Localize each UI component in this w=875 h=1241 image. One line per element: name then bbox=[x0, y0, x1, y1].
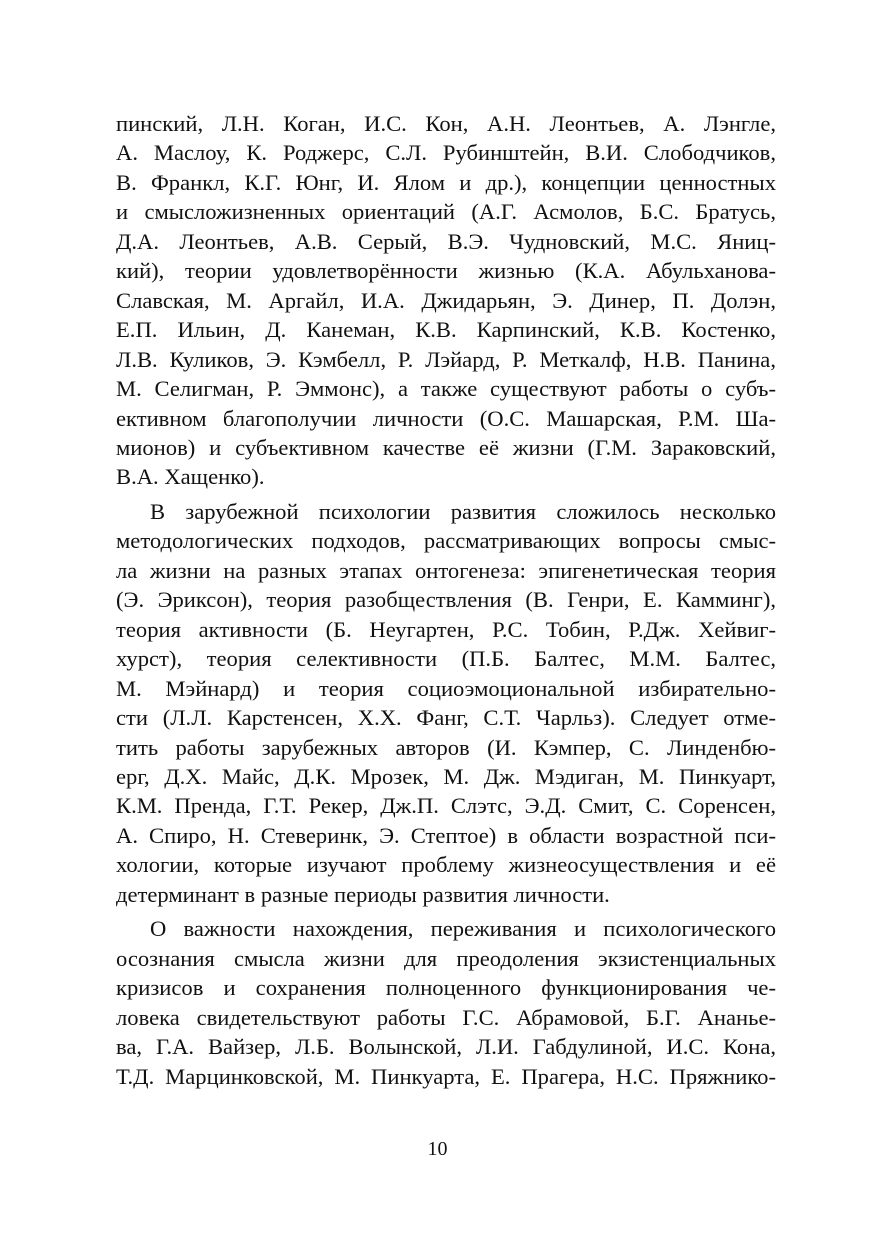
text-line: В. Франкл, К.Г. Юнг, И. Ялом и др.), концепции ценностных bbox=[116, 169, 776, 195]
text-line: ективном благополучии личности (О.С. Машарская, Р.М. Ша- bbox=[116, 405, 776, 431]
text-line: Е.П. Ильин, Д. Канеман, К.В. Карпинский, К.В. Костенко, bbox=[116, 317, 776, 343]
text-line: хологии, которые изучают проблему жизнеосуществления и её bbox=[116, 852, 776, 878]
text-line: ва, Г.А. Вайзер, Л.Б. Волынской, Л.И. Габдулиной, И.С. Кона, bbox=[116, 1034, 776, 1060]
text-line: М. Селигман, Р. Эммонс), а также существуют работы о субъ- bbox=[116, 376, 776, 402]
text-line: кризисов и сохранения полноценного функционирования че- bbox=[116, 975, 776, 1001]
text-line: ловека свидетельствуют работы Г.С. Абрамовой, Б.Г. Ананье- bbox=[116, 1004, 776, 1030]
text-line: сти (Л.Л. Карстенсен, Х.Х. Фанг, С.Т. Чарльз). Следует отме- bbox=[116, 705, 776, 731]
text-line: хурст), теория селективности (П.Б. Балтес, М.М. Балтес, bbox=[116, 646, 776, 672]
text-line: методологических подходов, рассматривающих вопросы смыс- bbox=[116, 528, 776, 554]
text-line: О важности нахождения, переживания и психологического bbox=[150, 916, 776, 942]
text-line: Славская, М. Аргайл, И.А. Джидарьян, Э. Динер, П. Долэн, bbox=[116, 287, 776, 313]
text-line: Т.Д. Марцинковской, М. Пинкуарта, Е. Прагера, Н.С. Пряжнико- bbox=[116, 1063, 776, 1089]
text-line: кий), теории удовлетворённости жизнью (К.А. Абульханова- bbox=[116, 258, 776, 284]
text-line: ерг, Д.Х. Майс, Д.К. Мрозек, М. Дж. Мэдиган, М. Пинкуарт, bbox=[116, 763, 776, 789]
text-line: и смысложизненных ориентаций (А.Г. Асмолов, Б.С. Братусь, bbox=[116, 199, 776, 225]
text-line: осознания смысла жизни для преодоления экзистенциальных bbox=[116, 945, 776, 971]
paragraph-2 bbox=[116, 497, 776, 909]
text-line: К.М. Пренда, Г.Т. Рекер, Дж.П. Слэтс, Э.Д. Смит, С. Соренсен, bbox=[116, 793, 776, 819]
text-line: В зарубежной психологии развития сложилось несколько bbox=[150, 498, 776, 524]
text-line: А. Спиро, Н. Стеверинк, Э. Стептое) в области возрастной пси- bbox=[116, 822, 776, 848]
text-line: мионов) и субъективном качестве её жизни (Г.М. Зараковский, bbox=[116, 434, 776, 460]
text-line: ла жизни на разных этапах онтогенеза: эпигенетическая теория bbox=[116, 557, 776, 583]
text-line: Д.А. Леонтьев, А.В. Серый, В.Э. Чудновский, М.С. Яниц- bbox=[116, 228, 776, 254]
paragraph-1 bbox=[116, 109, 776, 492]
text-line: теория активности (Б. Неугартен, Р.С. Тобин, Р.Дж. Хейвиг- bbox=[116, 616, 776, 642]
text-line: М. Мэйнард) и теория социоэмоциональной избирательно- bbox=[116, 675, 776, 701]
text-line: пинский, Л.Н. Коган, И.С. Кон, А.Н. Леонтьев, А. Лэнгле, bbox=[116, 111, 776, 136]
body-text bbox=[116, 109, 776, 1091]
text-line: Л.В. Куликов, Э. Кэмбелл, Р. Лэйард, Р. Меткалф, Н.В. Панина, bbox=[116, 346, 776, 372]
text-line: (Э. Эриксон), теория разобществления (В. Генри, Е. Камминг), bbox=[116, 587, 776, 613]
text-line: тить работы зарубежных авторов (И. Кэмпер, С. Линденбю- bbox=[116, 734, 776, 760]
text-line: В.А. Хащенко). bbox=[116, 464, 265, 490]
paragraph-3 bbox=[116, 914, 776, 1091]
text-line: А. Маслоу, К. Роджерс, С.Л. Рубинштейн, В.И. Слободчиков, bbox=[116, 140, 776, 166]
text-line: детерминант в разные периоды развития личности. bbox=[116, 881, 610, 907]
page-number: 10 bbox=[427, 1138, 448, 1160]
